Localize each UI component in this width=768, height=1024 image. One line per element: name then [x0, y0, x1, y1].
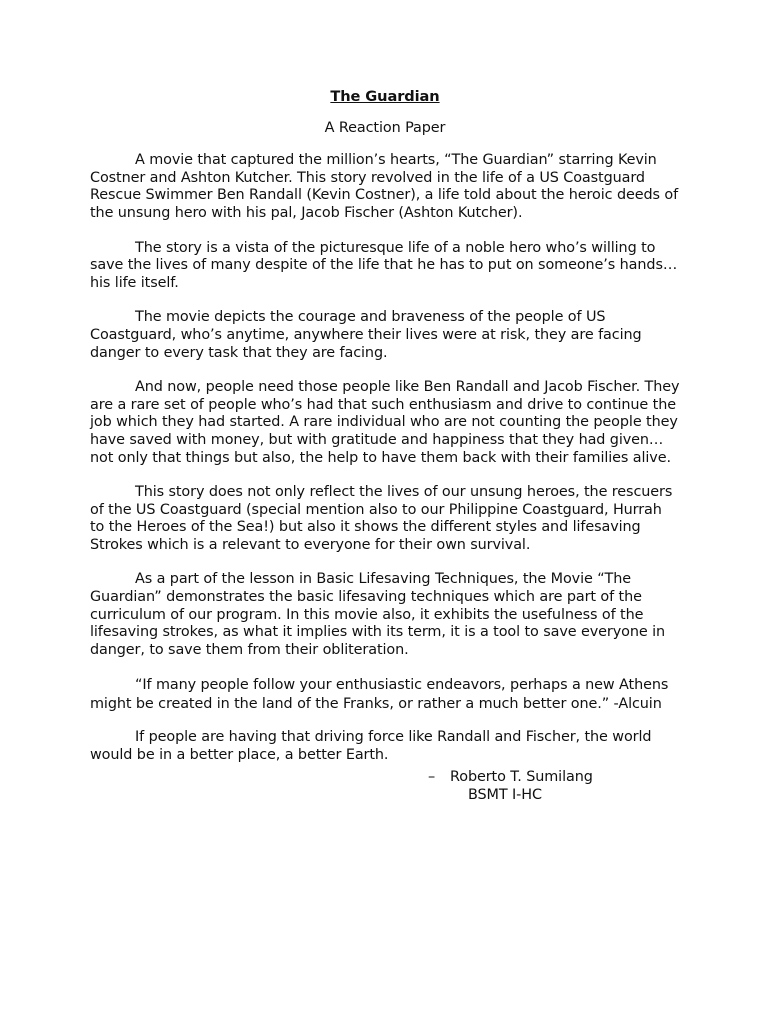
signature-dash: – [428, 768, 436, 785]
paragraph-rare-people: And now, people need those people like Ben Randall and Jacob Fischer. They are a rare set of people who’s had that such enthusiasm and drive to continue the job which they had started. A rare individual who are not counting the people they have saved with money, but with gratitude and happiness that they had given… not only that things but also, the help to have them back with their families alive. [90, 379, 680, 466]
author-line [428, 769, 593, 787]
author-section: BSMT I-HC [468, 786, 542, 803]
author-name: Roberto T. Sumilang [450, 768, 593, 785]
document-page [90, 88, 680, 809]
paragraph-vista: The story is a vista of the picturesque life of a noble hero who’s willing to save the lives of many despite of the life that he has to put on someone’s hands… his life itself. [90, 239, 678, 291]
paragraph-intro: A movie that captured the million’s hearts, “The Guardian” starring Kevin Costner and Ashton Kutcher. This story revolved in the life of a US Coastguard Rescue Swimmer Ben Randall (Kevin Costner), a life told about the heroic deeds of the unsung hero with his pal, Jacob Fischer (Ashton Kutcher). [90, 152, 679, 221]
signature-block [90, 769, 680, 809]
paragraph-courage: The movie depicts the courage and braveness of the people of US Coastguard, who’s anytime, anywhere their lives were at risk, they are facing danger to every task that they are facing. [90, 309, 642, 361]
document-subtitle: A Reaction Paper [324, 119, 446, 136]
paragraph-lifesaving-lesson: As a part of the lesson in Basic Lifesaving Techniques, the Movie “The Guardian” demonstrates the basic lifesaving techniques which are part of the curriculum of our program. In this movie also, it exhibits the usefulness of the lifesaving strokes, as what it implies with its term, it is a tool to save everyone in danger, to save them from their obliteration. [90, 571, 666, 658]
closing-paragraph: If people are having that driving force like Randall and Fischer, the world would be in a better place, a better Earth. [90, 729, 652, 764]
document-title: The Guardian [330, 88, 440, 105]
paragraph-unsung-heroes: This story does not only reflect the lives of our unsung heroes, the rescuers of the US Coastguard (special mention also to our Philippine Coastguard, Hurrah to the Heroes of the Sea!) but also it shows the different styles and lifesaving Strokes which is a relevant to everyone for their own survival. [90, 484, 673, 553]
alcuin-quote: “If many people follow your enthusiastic endeavors, perhaps a new Athens might be created in the land of the Franks, or rather a much better one.” -Alcuin [90, 677, 669, 712]
